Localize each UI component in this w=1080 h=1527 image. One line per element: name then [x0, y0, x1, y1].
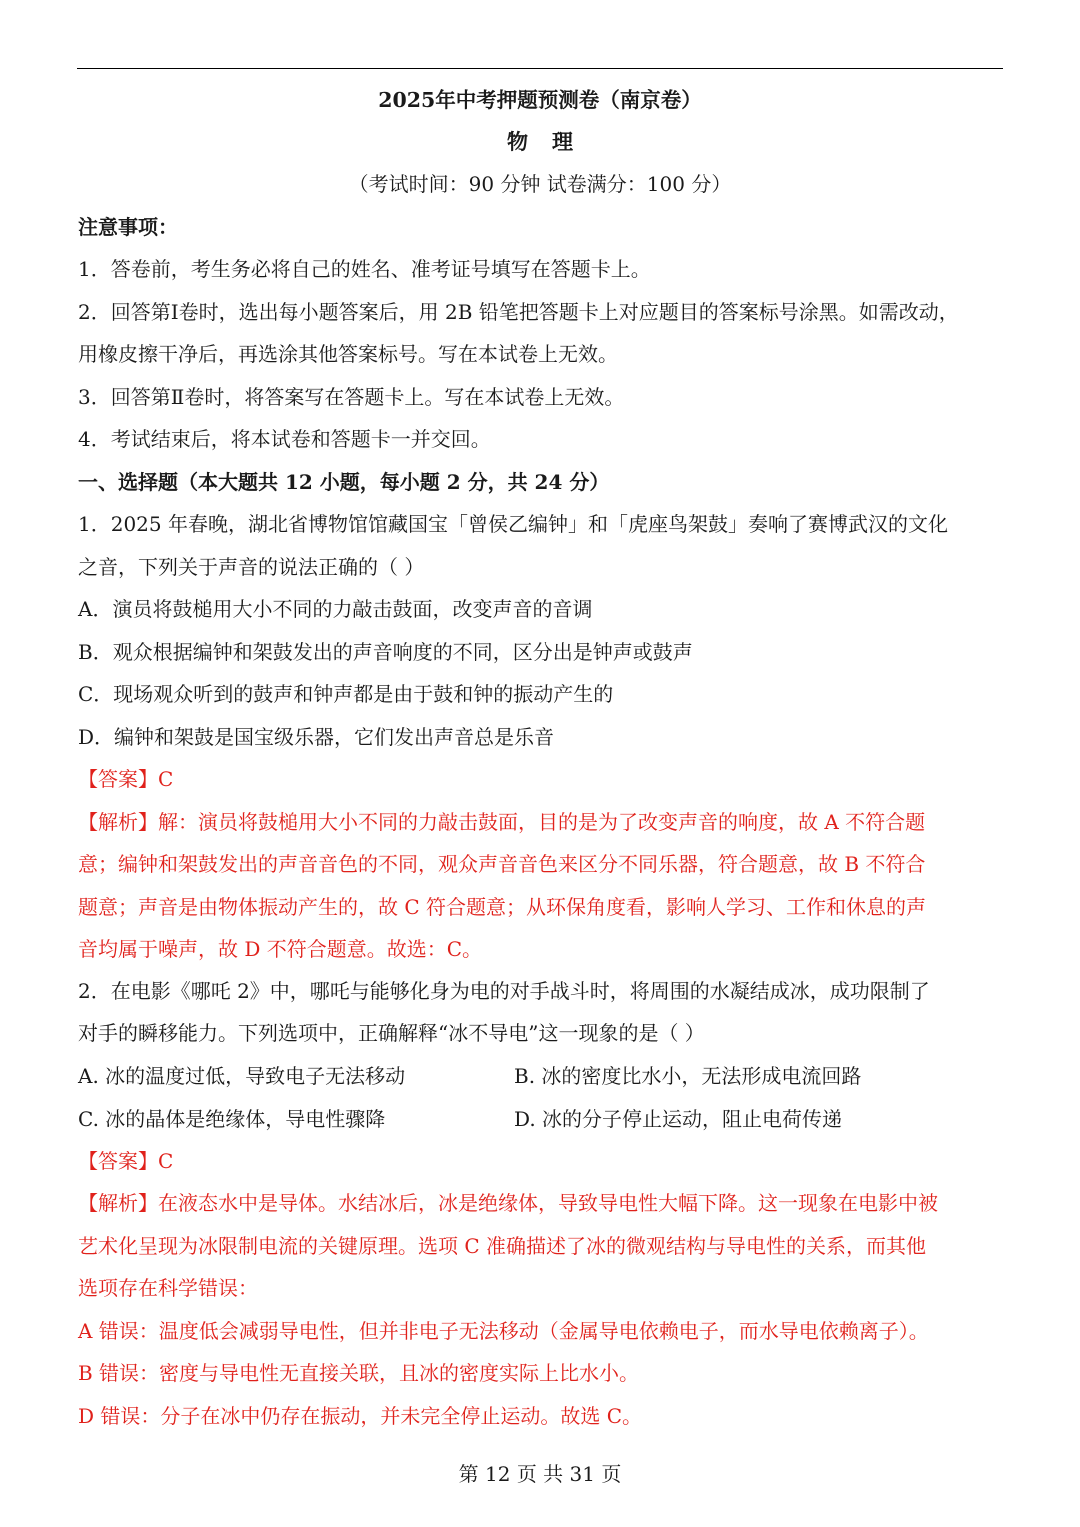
question-option: C．现场观众听到的鼓声和钟声都是由于鼓和钟的振动产生的	[78, 682, 614, 706]
question-stem: 1．2025 年春晚，湖北省博物馆馆藏国宝「曾侯乙编钟」和「虎座鸟架鼓」奏响了赛博武汉的文化	[78, 512, 948, 536]
notice-line: 1．答卷前，考生务必将自己的姓名、准考证号填写在答题卡上。	[78, 257, 651, 281]
notice-line: 3．回答第Ⅱ卷时，将答案写在答题卡上。写在本试卷上无效。	[78, 385, 625, 409]
analysis-line: 【解析】解：演员将鼓槌用大小不同的力敲击鼓面，目的是为了改变声音的响度，故 A 不符合题	[78, 810, 926, 834]
page-number: 第 12 页 共 31 页	[458, 1462, 622, 1486]
exam-info: （考试时间：90 分钟 试卷满分：100 分）	[348, 172, 732, 196]
notice-line: 用橡皮擦干净后，再选涂其他答案标号。写在本试卷上无效。	[78, 342, 618, 366]
question-option: B．观众根据编钟和架鼓发出的声音响度的不同，区分出是钟声或鼓声	[78, 640, 693, 664]
question-option: D．编钟和架鼓是国宝级乐器，它们发出声音总是乐音	[78, 725, 555, 749]
notice-line: 2．回答第Ⅰ卷时，选出每小题答案后，用 2B 铅笔把答题卡上对应题目的答案标号涂黑。如需改动，	[78, 300, 959, 324]
notice-heading: 注意事项：	[78, 215, 178, 239]
question-option: B. 冰的密度比水小，无法形成电流回路	[514, 1064, 862, 1088]
analysis-line: 艺术化呈现为冰限制电流的关键原理。选项 C 准确描述了冰的微观结构与导电性的关系，而其他	[78, 1234, 927, 1258]
question-option: D. 冰的分子停止运动，阻止电荷传递	[514, 1107, 843, 1131]
answer-label: 【答案】C	[78, 1149, 174, 1173]
question-option: C. 冰的晶体是绝缘体，导电性骤降	[78, 1107, 386, 1131]
analysis-line: 题意；声音是由物体振动产生的，故 C 符合题意；从环保角度看，影响人学习、工作和休息的声	[78, 895, 927, 919]
header-rule	[77, 68, 1003, 69]
question-stem: 2．在电影《哪吒 2》中，哪吒与能够化身为电的对手战斗时，将周围的水凝结成冰，成功限制了	[78, 979, 930, 1003]
answer-label: 【答案】C	[78, 767, 174, 791]
subject-title: 物理	[507, 129, 597, 154]
question-stem: 对手的瞬移能力。下列选项中，正确解释“冰不导电”这一现象的是（ ）	[78, 1021, 705, 1045]
exam-title: 2025年中考押题预测卷（南京卷）	[378, 88, 702, 112]
question-stem: 之音，下列关于声音的说法正确的（ ）	[78, 555, 425, 579]
question-option: A. 冰的温度过低，导致电子无法移动	[78, 1064, 406, 1088]
section-heading: 一、选择题（本大题共 12 小题，每小题 2 分，共 24 分）	[78, 470, 610, 494]
analysis-line: A 错误：温度低会减弱导电性，但并非电子无法移动（金属导电依赖电子，而水导电依赖离子）。	[78, 1319, 929, 1343]
analysis-line: B 错误：密度与导电性无直接关联，且冰的密度实际上比水小。	[78, 1361, 640, 1385]
analysis-line: 音均属于噪声，故 D 不符合题意。故选：C。	[78, 937, 483, 961]
analysis-line: D 错误：分子在冰中仍存在振动，并未完全停止运动。故选 C。	[78, 1404, 643, 1428]
analysis-line: 选项存在科学错误：	[78, 1276, 258, 1300]
question-option: A．演员将鼓槌用大小不同的力敲击鼓面，改变声音的音调	[78, 597, 593, 621]
notice-line: 4．考试结束后，将本试卷和答题卡一并交回。	[78, 427, 491, 451]
analysis-line: 【解析】在液态水中是导体。水结冰后，冰是绝缘体，导致导电性大幅下降。这一现象在电影中被	[78, 1191, 938, 1215]
analysis-line: 意；编钟和架鼓发出的声音音色的不同，观众声音音色来区分不同乐器，符合题意，故 B 不符合	[78, 852, 926, 876]
